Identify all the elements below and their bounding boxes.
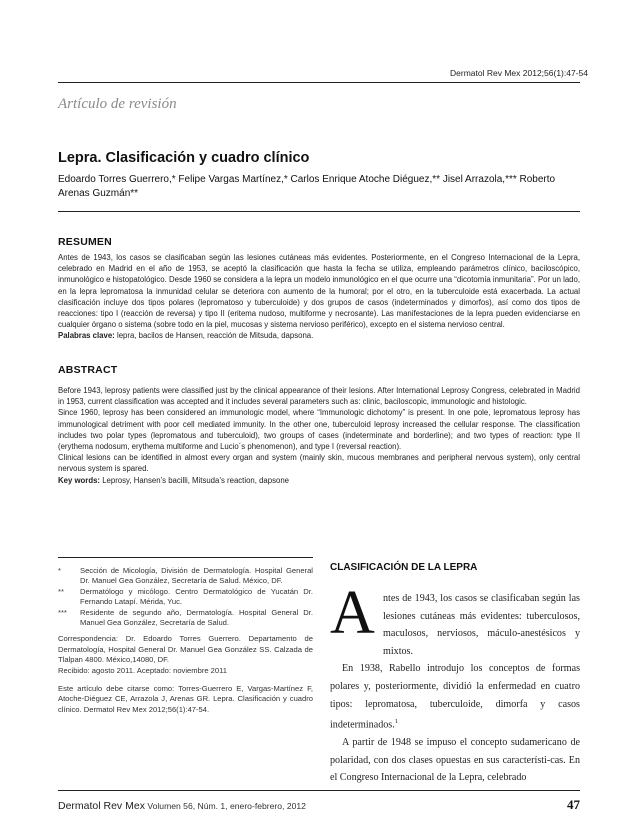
resumen-heading: RESUMEN — [58, 236, 112, 248]
abstract-heading: ABSTRACT — [58, 364, 118, 376]
footnote-text: Sección de Micología, División de Dermatología. Hospital General Dr. Manuel Gea González, Secretaría de Salud. México, DF. — [80, 566, 313, 586]
resumen-body — [58, 252, 580, 342]
drop-cap: A — [330, 579, 375, 647]
paragraph-text: En 1938, Rabello introdujo los conceptos de formas polares y, posteriormente, dividió la enfermedad en cuatro tipos: lepromatosa, tuberculoide, dimorfa y casos indeterminados. — [330, 663, 580, 731]
abstract-keywords — [58, 475, 580, 486]
footnote-rule — [58, 557, 313, 558]
footnotes — [58, 566, 313, 715]
keywords-label: Key words: — [58, 475, 101, 485]
received-date: Recibido: agosto 2011. Aceptado: noviembre 2011 — [58, 665, 228, 675]
abstract-body — [58, 385, 580, 486]
citation-note: Este artículo debe citarse como: Torres-Guerrero E, Vargas-Martínez F, Atoche-Diéguez CE, Arrazola J, Arenas GR. Lepra. Clasificación y cuadro clínico. Dermatol Rev Mex 2012;56(1):47-54. — [58, 684, 313, 714]
footnote-mark: ** — [58, 586, 64, 596]
journal-reference: Dermatol Rev Mex 2012;56(1):47-54 — [450, 68, 588, 78]
section-heading: CLASIFICACIÓN DE LA LEPRA — [330, 562, 478, 573]
keywords-label: Palabras clave: — [58, 331, 115, 341]
keywords-text: lepra, bacilos de Hansen, reacción de Mitsuda, dapsona. — [114, 331, 314, 341]
section-body — [330, 590, 580, 787]
title-rule — [58, 211, 580, 212]
correspondence: Correspondencia: Dr. Edoardo Torres Guerrero. Departamento de Dermatología, Hospital General Dr. Manuel Gea González SS. Calzada de Tlalpan 4800. México,14080, DF. — [58, 634, 313, 665]
footer-info — [58, 800, 306, 812]
page-number: 47 — [567, 797, 580, 812]
section-label: Artículo de revisión — [58, 96, 177, 112]
body-paragraph — [330, 660, 580, 734]
abstract-paragraph: Clinical lesions can be identified in almost every organ and system (mainly skin, mucous membranes and peripheral nervous system), only central nervous system is spared. — [58, 453, 580, 474]
affiliation-note — [58, 587, 313, 608]
keywords-text: Leprosy, Hansen’s bacilli, Mitsuda’s reaction, dapsone — [100, 475, 289, 485]
affiliation-note — [58, 608, 313, 629]
footnote-mark: * — [58, 566, 61, 575]
footer-rule — [58, 790, 580, 791]
reference-marker: 1 — [394, 718, 399, 726]
author-list: Edoardo Torres Guerrero,* Felipe Vargas Martínez,* Carlos Enrique Atoche Diéguez,** Jisel Arrazola,*** Roberto Arenas Guzmán** — [58, 174, 556, 199]
abstract-paragraph: Since 1960, leprosy has been considered an immunologic model, where “Immunologic dichotomy” is present. In one pole, lepromatous leprosy has immunological detriment with poor cell mediated immunity. In the other one, tuberculoid leprosy increased the cellular response. The classification includes two polar types (lepromatous and tuberculoid), two groups of cases (indeterminate and borderline); and two types of reaction: type II (erythema nodosum, erythema multiforme and Lucio´s phenomenon), and type I (reversal reaction). — [58, 408, 580, 452]
article-title: Lepra. Clasificación y cuadro clínico — [58, 150, 310, 166]
resumen-keywords — [58, 330, 580, 341]
body-paragraph: A partir de 1948 se impuso el concepto sudamericano de polaridad, con dos clases opuestas en sus característi-cas. En el Congreso Internacional de la Lepra, celebrado — [330, 737, 580, 784]
footnote-mark: *** — [58, 607, 67, 617]
body-paragraph: ntes de 1943, los casos se clasificaban según las lesiones cutáneas más evidentes: tuberculosos, maculosos, nerviosos, máculo-anestésicos y mixtos. — [383, 593, 580, 657]
footer-journal: Dermatol Rev Mex — [58, 800, 145, 812]
header-rule — [58, 82, 580, 83]
footnote-text: Dermatólogo y micólogo. Centro Dermatológico de Yucatán Dr. Fernando Latapí. Mérida, Yuc. — [80, 586, 313, 607]
footer-issue: Volumen 56, Núm. 1, enero-febrero, 2012 — [144, 801, 306, 811]
footnote-text: Residente de segundo año, Dermatología. Hospital General Dr. Manuel Gea González, Secretaría de Salud. — [80, 607, 313, 628]
abstract-paragraph: Before 1943, leprosy patients were classified just by the clinical appearance of their lesions. After International Leprosy Congress, celebrated in Madrid in 1953, current classification was accepted and it includes several parameters such as: clinic, baciloscopic, immunologic and histologic. — [58, 386, 580, 407]
resumen-paragraph: Antes de 1943, los casos se clasificaban según las lesiones cutáneas más evidentes. Posteriormente, en el Congreso Internacional de la Lepra, celebrado en Madrid en el año de 1953, se aceptó la clasificación que hasta la fecha se utiliza, empleando parámetros clínico, baciloscópico, inmunológico e histopatológico. Desde 1960 se considera a la lepra un modelo inmunológico en el que ocurre una “dicotomía inmunitaria”. Por un lado, en la lepra lepromatosa la inmunidad celular se deteriora con aumento de la humoral; por el otro, en la tuberculoide está exacerbada. La actual clasificación incluye dos tipos polares (lepromatoso y tuberculoide) y dos grupos de casos (indeterminados y dimorfos), así como dos tipos de reacciones: tipo I (reacción de reversa) y tipo II (eritema nudoso, multiforme y necrosante). Las manifestaciones de la lepra pueden evidenciarse en cualquier órgano o sistema (sobre todo en la piel, mucosas y sistema nervioso periférico), excepto en el sistema nervioso central. — [58, 253, 580, 330]
affiliation-note — [58, 566, 313, 587]
